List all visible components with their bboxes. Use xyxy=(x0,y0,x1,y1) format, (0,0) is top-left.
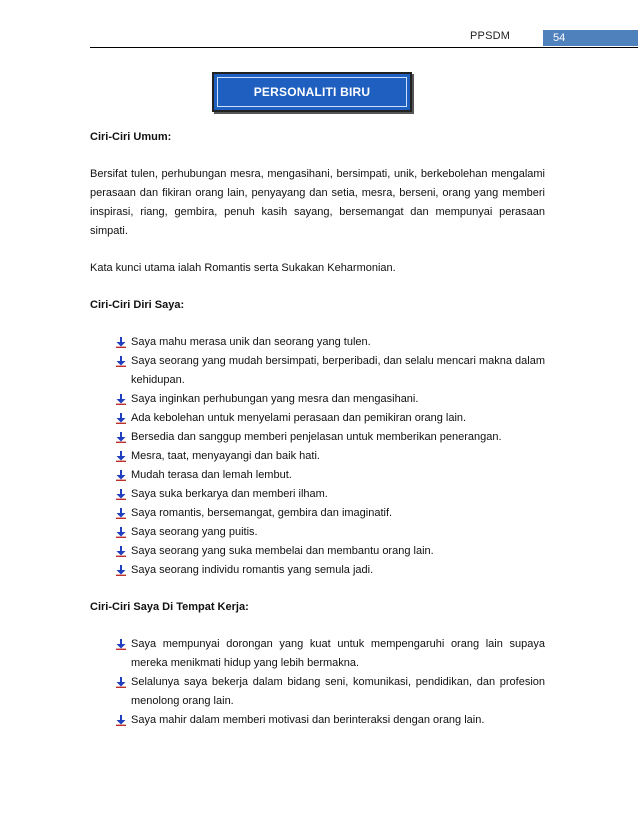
section-heading-kerja: Ciri-Ciri Saya Di Tempat Kerja: xyxy=(90,601,249,613)
list-item-text: Saya mempunyai dorongan yang kuat untuk mempengaruhi orang lain supaya mereka menikmati hidup yang lebih bermakna. xyxy=(131,638,545,669)
list-item xyxy=(116,333,545,352)
list-item-text: Saya romantis, bersemangat, gembira dan imaginatif. xyxy=(131,507,393,519)
arrow-down-bullet-icon xyxy=(116,715,126,726)
list-item xyxy=(116,711,545,730)
content xyxy=(90,128,545,730)
list-item xyxy=(116,428,545,447)
arrow-down-bullet-icon xyxy=(116,337,126,348)
list-item-text: Saya inginkan perhubungan yang mesra dan mengasihani. xyxy=(131,393,419,405)
list-item-text: Saya suka berkarya dan memberi ilham. xyxy=(131,488,328,500)
umum-paragraph: Bersifat tulen, perhubungan mesra, mengasihani, bersimpati, unik, berkebolehan mengalami perasaan dan fikiran orang lain, penyayang dan setia, mesra, berseni, orang yang memberi inspirasi, riang, gembira, penuh kasih sayang, bersemangat dan mempunyai perasaan simpati. xyxy=(90,168,545,237)
arrow-down-bullet-icon xyxy=(116,508,126,519)
keywords-paragraph: Kata kunci utama ialah Romantis serta Sukakan Keharmonian. xyxy=(90,262,396,274)
header-rule xyxy=(90,47,638,48)
list-item xyxy=(116,561,545,580)
arrow-down-bullet-icon xyxy=(116,432,126,443)
list-item xyxy=(116,542,545,561)
arrow-down-bullet-icon xyxy=(116,546,126,557)
list-item-text: Mesra, taat, menyayangi dan baik hati. xyxy=(131,450,320,462)
list-item-text: Ada kebolehan untuk menyelami perasaan dan pemikiran orang lain. xyxy=(131,412,467,424)
list-item-text: Mudah terasa dan lemah lembut. xyxy=(131,469,292,481)
arrow-down-bullet-icon xyxy=(116,489,126,500)
list-item xyxy=(116,523,545,542)
arrow-down-bullet-icon xyxy=(116,356,126,367)
page-number: 54 xyxy=(543,30,638,46)
list-item xyxy=(116,447,545,466)
list-item xyxy=(116,485,545,504)
arrow-down-bullet-icon xyxy=(116,639,126,650)
list-item xyxy=(116,352,545,390)
page-header-label: PPSDM xyxy=(470,30,511,42)
title-inner-frame xyxy=(217,77,407,107)
title-box xyxy=(212,72,412,112)
list-item-text: Bersedia dan sanggup memberi penjelasan untuk memberikan penerangan. xyxy=(131,431,502,443)
arrow-down-bullet-icon xyxy=(116,677,126,688)
arrow-down-bullet-icon xyxy=(116,451,126,462)
arrow-down-bullet-icon xyxy=(116,470,126,481)
list-item-text: Saya mahir dalam memberi motivasi dan berinteraksi dengan orang lain. xyxy=(131,714,485,726)
list-item xyxy=(116,409,545,428)
list-item-text: Saya mahu merasa unik dan seorang yang tulen. xyxy=(131,336,371,348)
section-heading-umum: Ciri-Ciri Umum: xyxy=(90,131,172,143)
list-item xyxy=(116,504,545,523)
list-item-text: Saya seorang yang mudah bersimpati, berperibadi, dan selalu mencari makna dalam kehidupan. xyxy=(131,355,545,386)
kerja-list xyxy=(90,635,545,730)
list-item xyxy=(116,466,545,485)
page-title: PERSONALITI BIRU xyxy=(253,85,371,99)
diri-list xyxy=(90,333,545,580)
list-item-text: Selalunya saya bekerja dalam bidang seni, komunikasi, pendidikan, dan profesion menolong orang lain. xyxy=(131,676,545,707)
arrow-down-bullet-icon xyxy=(116,394,126,405)
list-item-text: Saya seorang individu romantis yang semula jadi. xyxy=(131,564,374,576)
list-item xyxy=(116,673,545,711)
list-item-text: Saya seorang yang suka membelai dan membantu orang lain. xyxy=(131,545,434,557)
list-item-text: Saya seorang yang puitis. xyxy=(131,526,258,538)
arrow-down-bullet-icon xyxy=(116,565,126,576)
list-item xyxy=(116,635,545,673)
arrow-down-bullet-icon xyxy=(116,413,126,424)
section-heading-diri: Ciri-Ciri Diri Saya: xyxy=(90,299,185,311)
list-item xyxy=(116,390,545,409)
arrow-down-bullet-icon xyxy=(116,527,126,538)
